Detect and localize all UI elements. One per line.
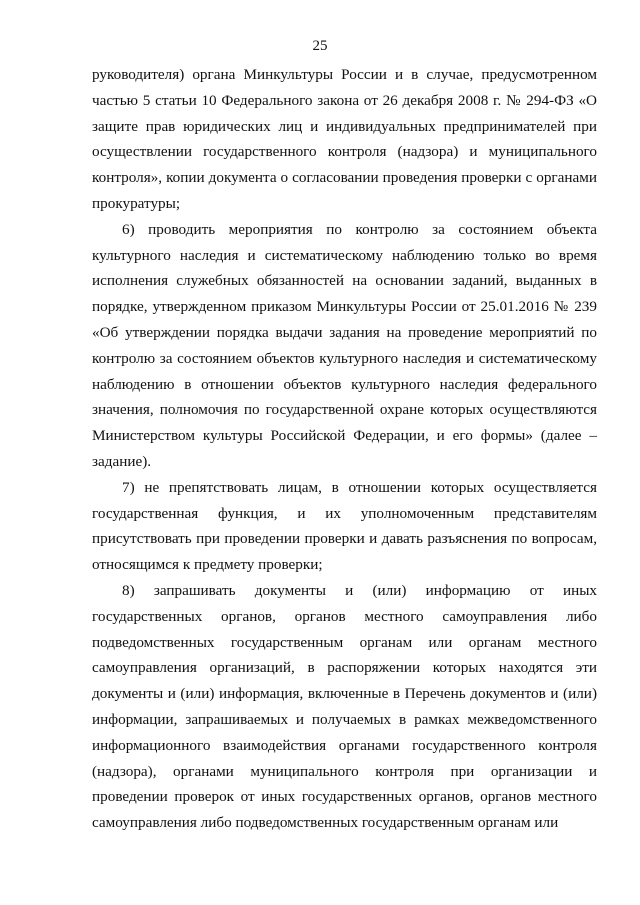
document-body bbox=[92, 62, 597, 836]
paragraph-item-7: 7) не препятствовать лицам, в отношении которых осуществляется государственная функция, и их уполномоченным представителям присутствовать при проведении проверки и давать разъяснения по вопросам, относящимся к предмету проверки; bbox=[92, 478, 597, 574]
paragraph-continuation: руководителя) органа Минкультуры России и в случае, предусмотренном частью 5 статьи 10 Федерального закона от 26 декабря 2008 г. № 294-ФЗ «О защите прав юридических лиц и индивидуальных предпринимателей при осуществлении государственного контроля (надзора) и муниципального контроля», копии документа о согласовании проведения проверки с органами прокуратуры; bbox=[92, 66, 597, 212]
page-number: 25 bbox=[312, 38, 328, 54]
paragraph-item-8: 8) запрашивать документы и (или) информацию от иных государственных органов, органов местного самоуправления либо подведомственных государственным органам или органам местного самоуправления организаций, в распоряжении которых находятся эти документы и (или) информация, включенные в Перечень документов и (или) информации, запрашиваемых и получаемых в рамках межведомственного информационного взаимодействия органами государственного контроля (надзора), органами муниципального контроля при организации и проведении проверок от иных государственных органов, органов местного самоуправления либо подведомственных государственным органам или bbox=[92, 581, 597, 832]
paragraph-item-6: 6) проводить мероприятия по контролю за состоянием объекта культурного наследия и систематическому наблюдению только во время исполнения служебных обязанностей на основании заданий, выданных в порядке, утвержденном приказом Минкультуры России от 25.01.2016 № 239 «Об утверждении порядка выдачи задания на проведение мероприятий по контролю за состоянием объектов культурного наследия и систематическому наблюдению в отношении объектов культурного наследия федерального значения, полномочия по государственной охране которых осуществляются Министерством культуры Российской Федерации, и его формы» (далее – задание). bbox=[92, 220, 597, 470]
